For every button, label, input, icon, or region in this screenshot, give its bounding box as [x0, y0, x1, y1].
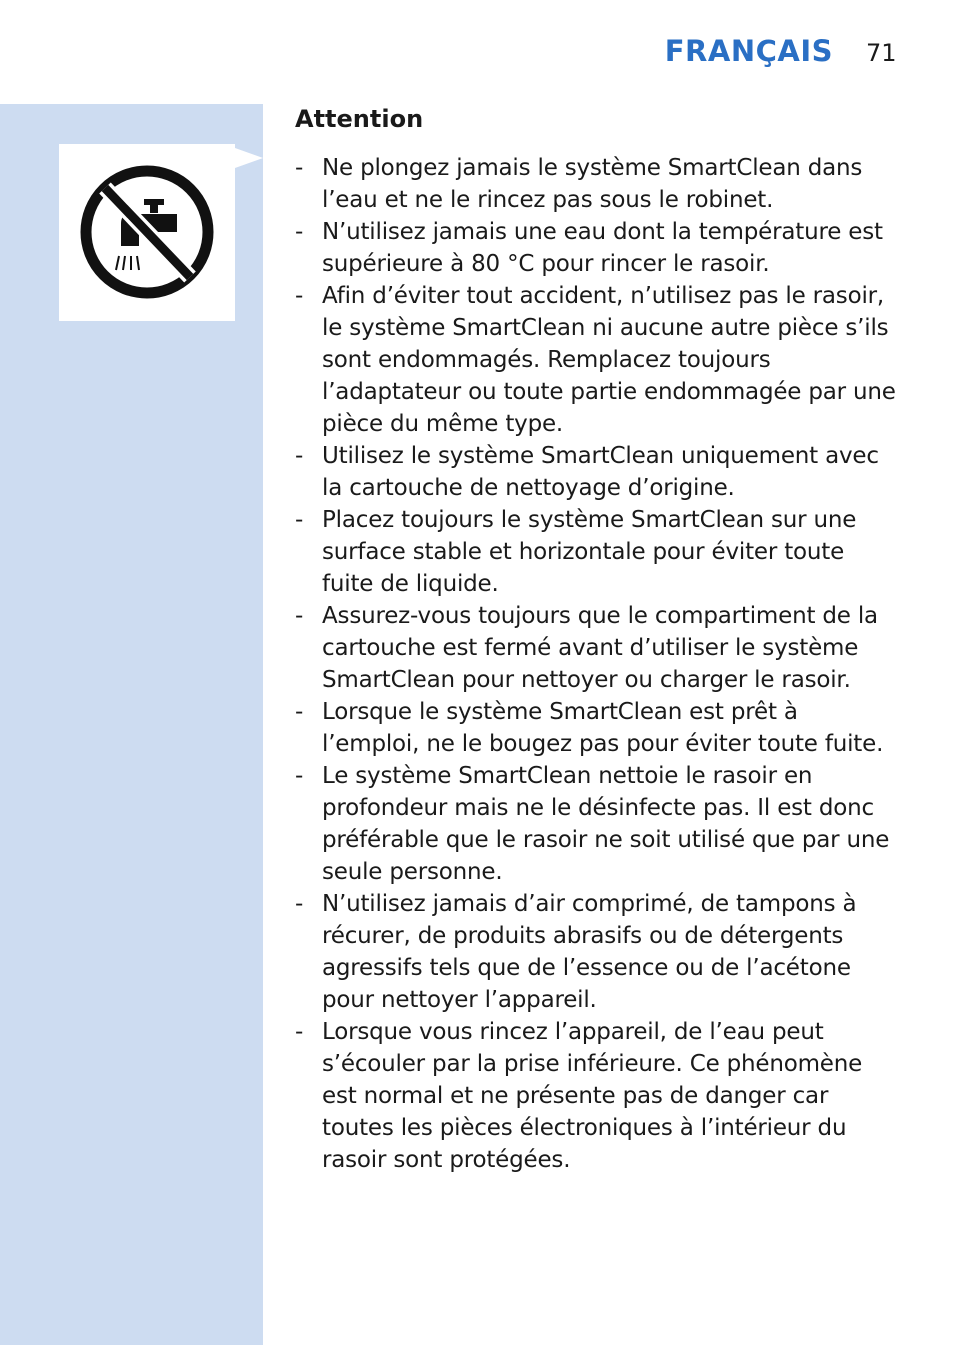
list-item-text: Lorsque vous rincez l’appareil, de l’eau peut s’écouler par la prise inférieure. Ce phénomène est normal et ne présente pas de danger car toutes les pièces électroniques à l’intérieur du rasoir sont protégées.: [322, 1019, 863, 1173]
page-number: 71: [866, 39, 897, 67]
section-title: Attention: [295, 105, 424, 133]
list-item-text: Afin d’éviter tout accident, n’utilisez pas le rasoir, le système SmartClean ni aucune autre pièce s’ils sont endommagés. Remplacez toujours l’adaptateur ou toute partie endommagée par une pièce du même type.: [322, 283, 896, 437]
icon-pointer: [235, 148, 263, 168]
bullet-dash: -: [295, 1019, 304, 1045]
language-heading: FRANÇAIS: [664, 34, 833, 68]
list-item: [295, 152, 900, 216]
list-item-text: Utilisez le système SmartClean uniquement avec la cartouche de nettoyage d’origine.: [322, 443, 879, 501]
list-item-text: Ne plongez jamais le système SmartClean dans l’eau et ne le rincez pas sous le robinet.: [322, 155, 863, 213]
content-column: [295, 102, 900, 1176]
list-item: [295, 760, 900, 888]
list-item: [295, 600, 900, 696]
list-item: [295, 216, 900, 280]
bullet-dash: -: [295, 155, 304, 181]
list-item: [295, 440, 900, 504]
list-item-text: N’utilisez jamais une eau dont la température est supérieure à 80 °C pour rincer le rasoir.: [322, 219, 883, 277]
bullet-dash: -: [295, 891, 304, 917]
list-item: [295, 888, 900, 1016]
bullet-dash: -: [295, 443, 304, 469]
list-item-text: Assurez-vous toujours que le compartiment de la cartouche est fermé avant d’utiliser le système SmartClean pour nettoyer ou charger le rasoir.: [322, 603, 878, 693]
list-item-text: Lorsque le système SmartClean est prêt à l’emploi, ne le bougez pas pour éviter toute fuite.: [322, 699, 884, 757]
bullet-dash: -: [295, 763, 304, 789]
bullet-dash: -: [295, 603, 304, 629]
list-item-text: Placez toujours le système SmartClean sur une surface stable et horizontale pour éviter toute fuite de liquide.: [322, 507, 857, 597]
warning-icon-box: [59, 144, 235, 321]
list-item: [295, 280, 900, 440]
list-item-text: N’utilisez jamais d’air comprimé, de tampons à récurer, de produits abrasifs ou de détergents agressifs tels que de l’essence ou de l’acétone pour nettoyer l’appareil.: [322, 891, 857, 1013]
bullet-dash: -: [295, 219, 304, 245]
attention-list: [295, 152, 900, 1176]
list-item-text: Le système SmartClean nettoie le rasoir en profondeur mais ne le désinfecte pas. Il est donc préférable que le rasoir ne soit utilisé que par une seule personne.: [322, 763, 890, 885]
list-item: [295, 504, 900, 600]
bullet-dash: -: [295, 699, 304, 725]
bullet-dash: -: [295, 283, 304, 309]
no-rinsing-under-tap-icon: [59, 144, 235, 321]
list-item: [295, 696, 900, 760]
list-item: [295, 1016, 900, 1176]
bullet-dash: -: [295, 507, 304, 533]
